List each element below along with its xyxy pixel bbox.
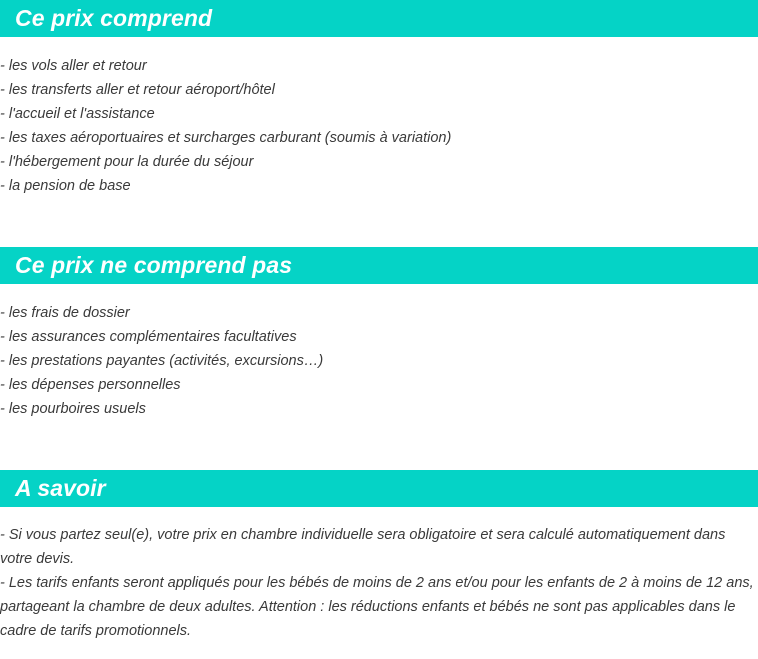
section-included [0, 0, 758, 198]
list-item: - les pourboires usuels [0, 401, 146, 417]
included-list [0, 54, 758, 198]
list-item: - la pension de base [0, 178, 131, 194]
list-item: - l'hébergement pour la durée du séjour [0, 154, 254, 170]
list-item: - les transferts aller et retour aéroport/hôtel [0, 82, 275, 98]
section-header-included [0, 0, 758, 37]
list-item: - les vols aller et retour [0, 58, 147, 74]
info-paragraph: - Si vous partez seul(e), votre prix en chambre individuelle sera obligatoire et sera calculé automatiquement dans votre devis. [0, 527, 726, 567]
section-good-to-know [0, 470, 758, 643]
list-item: - les frais de dossier [0, 305, 130, 321]
section-header-good-to-know [0, 470, 758, 507]
section-title-included: Ce prix comprend [15, 5, 213, 31]
list-item: - les taxes aéroportuaires et surcharges carburant (soumis à variation) [0, 130, 452, 146]
list-item: - les dépenses personnelles [0, 377, 181, 393]
info-paragraph: - Les tarifs enfants seront appliqués pour les bébés de moins de 2 ans et/ou pour les enfants de 2 à moins de 12 ans, partageant la chambre de deux adultes. Attention : les réductions enfants et bébés ne sont pas applicables dans le cadre de tarifs promotionnels. [0, 575, 754, 639]
list-item: - l'accueil et l'assistance [0, 106, 155, 122]
section-not-included [0, 247, 758, 421]
list-item: - les assurances complémentaires facultatives [0, 329, 297, 345]
list-item: - les prestations payantes (activités, excursions…) [0, 353, 324, 369]
section-title-good-to-know: A savoir [15, 475, 106, 501]
good-to-know-text [0, 523, 758, 643]
section-header-not-included [0, 247, 758, 284]
not-included-list [0, 301, 758, 421]
section-title-not-included: Ce prix ne comprend pas [15, 252, 293, 278]
